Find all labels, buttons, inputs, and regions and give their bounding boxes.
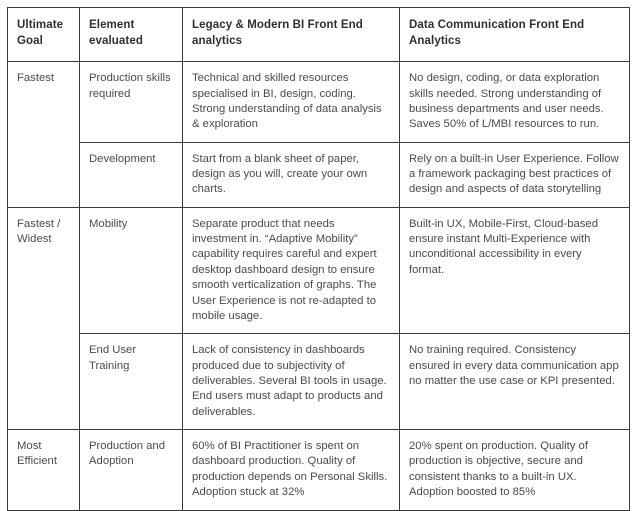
legacy-bi-cell: Start from a blank sheet of paper, design as you will, create your own charts.: [183, 142, 400, 207]
column-header-data-communication: Data Communication Front End Analytics: [400, 8, 630, 62]
table-header-row: [8, 8, 630, 62]
column-header-legacy-bi: Legacy & Modern BI Front End analytics: [183, 8, 400, 62]
data-communication-cell: No design, coding, or data exploration skills needed. Strong understanding of business departments and user needs. Saves 50% of L/MBI resources to run.: [400, 62, 630, 142]
table-row: [8, 207, 630, 334]
table-row: [8, 334, 630, 430]
column-header-ultimate-goal: Ultimate Goal: [8, 8, 80, 62]
element-cell: Production and Adoption: [80, 430, 183, 510]
element-cell: End User Training: [80, 334, 183, 430]
comparison-table: [7, 7, 630, 511]
legacy-bi-cell: Lack of consistency in dashboards produced due to subjectivity of deliverables. Several BI tools in usage. End users must adapt to products and deliverables.: [183, 334, 400, 430]
table-row: [8, 62, 630, 142]
element-cell: Production skills required: [80, 62, 183, 142]
goal-cell-most-efficient: Most Efficient: [8, 430, 80, 510]
data-communication-cell: Rely on a built-in User Experience. Follow a framework packaging best practices of design and aspects of data storytelling: [400, 142, 630, 207]
goal-cell-fastest-widest: Fastest / Widest: [8, 207, 80, 429]
goal-cell-fastest: Fastest: [8, 62, 80, 208]
table-row: [8, 142, 630, 207]
table-body: [8, 62, 630, 510]
element-cell: Mobility: [80, 207, 183, 334]
legacy-bi-cell: 60% of BI Practitioner is spent on dashboard production. Quality of production depends on Personal Skills. Adoption stuck at 32%: [183, 430, 400, 510]
legacy-bi-cell: Technical and skilled resources specialised in BI, design, coding. Strong understanding of data analysis & exploration: [183, 62, 400, 142]
data-communication-cell: No training required. Consistency ensured in every data communication app no matter the use case or KPI presented.: [400, 334, 630, 430]
legacy-bi-cell: Separate product that needs investment in. “Adaptive Mobility” capability requires careful and expert desktop dashboard design to ensure smooth verticalization of graphs. The User Experience is not re-adapted to mobile usage.: [183, 207, 400, 334]
column-header-element-evaluated: Element evaluated: [80, 8, 183, 62]
data-communication-cell: Built-in UX, Mobile-First, Cloud-based ensure instant Multi-Experience with unconditional accessibility in every format.: [400, 207, 630, 334]
table-row: [8, 430, 630, 510]
element-cell: Development: [80, 142, 183, 207]
data-communication-cell: 20% spent on production. Quality of production is objective, secure and consistent thanks to a built-in UX. Adoption boosted to 85%: [400, 430, 630, 510]
table-header: [8, 8, 630, 62]
